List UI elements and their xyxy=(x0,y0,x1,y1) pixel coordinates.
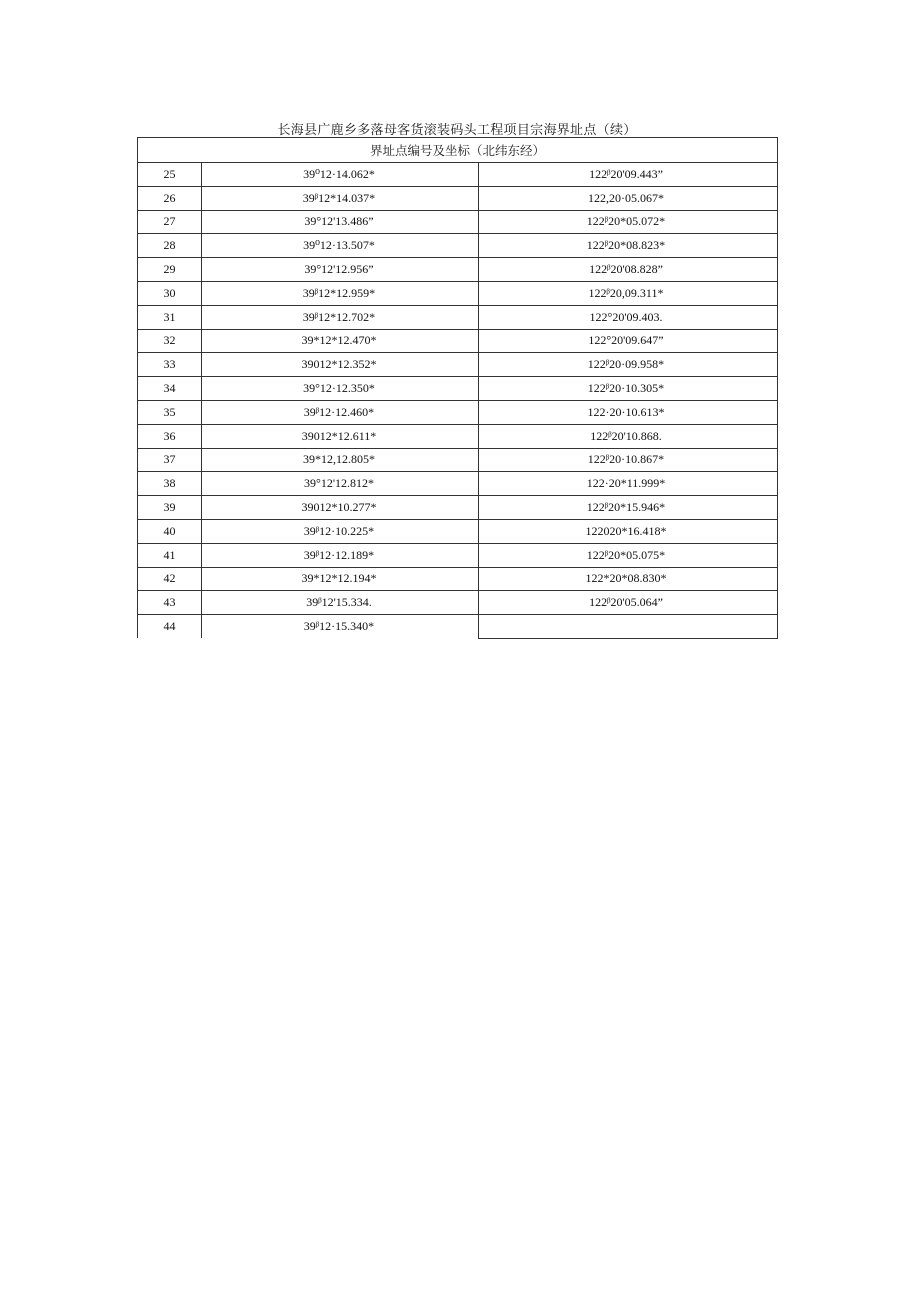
table-row xyxy=(138,329,778,353)
latitude-cell xyxy=(202,424,479,448)
longitude-cell xyxy=(479,163,778,187)
latitude-cell xyxy=(202,353,479,377)
latitude-cell xyxy=(202,234,479,258)
table-row xyxy=(138,210,778,234)
longitude-cell xyxy=(479,234,778,258)
latitude-value: 39⁰12·13.507* xyxy=(303,238,375,253)
longitude-value: 122*20*08.830* xyxy=(585,571,667,586)
table-row xyxy=(138,567,778,591)
table-row xyxy=(138,377,778,401)
point-number: 34 xyxy=(138,377,202,401)
longitude-value: 122,20·05.067* xyxy=(588,190,664,205)
point-number: 32 xyxy=(138,329,202,353)
table-row xyxy=(138,591,778,615)
longitude-value: 122°20'09.403. xyxy=(589,309,663,324)
point-number: 40 xyxy=(138,519,202,543)
latitude-value: 39*12*12.470* xyxy=(301,333,377,348)
table-row xyxy=(138,496,778,520)
table-row xyxy=(138,258,778,282)
latitude-value: 39012*10.277* xyxy=(301,500,377,515)
point-number: 33 xyxy=(138,353,202,377)
point-number: 35 xyxy=(138,400,202,424)
longitude-cell xyxy=(479,186,778,210)
table-body xyxy=(138,163,778,639)
longitude-cell xyxy=(479,281,778,305)
table-row xyxy=(138,543,778,567)
longitude-cell xyxy=(479,305,778,329)
table-row xyxy=(138,615,778,639)
latitude-cell xyxy=(202,377,479,401)
table-title: 长海县广鹿乡多落母客货滚装码头工程项目宗海界址点（续） xyxy=(277,123,637,138)
longitude-value: 122ᵝ20'10.868. xyxy=(590,428,662,443)
longitude-value: 122ᵝ20'05.064” xyxy=(589,595,663,610)
longitude-value: 122ᵝ20*15.946* xyxy=(586,500,666,515)
longitude-cell xyxy=(479,258,778,282)
latitude-cell xyxy=(202,210,479,234)
longitude-value: 122020*16.418* xyxy=(585,523,667,538)
latitude-value: 39ᵝ12·12.189* xyxy=(303,547,375,562)
latitude-cell xyxy=(202,329,479,353)
point-number: 37 xyxy=(138,448,202,472)
latitude-value: 39ᵝ12*12.959* xyxy=(302,285,376,300)
longitude-cell xyxy=(479,377,778,401)
latitude-cell xyxy=(202,305,479,329)
table-row xyxy=(138,448,778,472)
latitude-value: 39ᵝ12·15.340* xyxy=(303,619,375,634)
longitude-value: 122ᵝ20*05.075* xyxy=(586,547,666,562)
point-number: 43 xyxy=(138,591,202,615)
longitude-value: 122ᵝ20*08.823* xyxy=(586,238,666,253)
latitude-cell xyxy=(202,186,479,210)
longitude-value: 122ᵝ20·10.867* xyxy=(587,452,665,467)
longitude-cell xyxy=(479,591,778,615)
table-row xyxy=(138,234,778,258)
point-number: 30 xyxy=(138,281,202,305)
table-row xyxy=(138,163,778,187)
longitude-value: 122·20*11.999* xyxy=(586,476,666,491)
longitude-cell xyxy=(479,210,778,234)
point-number: 39 xyxy=(138,496,202,520)
table-row xyxy=(138,186,778,210)
longitude-cell xyxy=(479,472,778,496)
latitude-value: 39ᵝ12*14.037* xyxy=(302,190,376,205)
table-row xyxy=(138,281,778,305)
latitude-value: 39*12,12.805* xyxy=(303,452,375,467)
latitude-cell xyxy=(202,472,479,496)
latitude-cell xyxy=(202,163,479,187)
point-number: 42 xyxy=(138,567,202,591)
latitude-value: 39°12·12.350* xyxy=(303,381,375,396)
point-number: 27 xyxy=(138,210,202,234)
latitude-value: 39ᵝ12'15.334. xyxy=(306,595,372,610)
longitude-cell xyxy=(479,448,778,472)
latitude-cell xyxy=(202,448,479,472)
latitude-cell xyxy=(202,519,479,543)
point-number: 26 xyxy=(138,186,202,210)
latitude-cell xyxy=(202,615,479,639)
point-number: 29 xyxy=(138,258,202,282)
longitude-cell xyxy=(479,424,778,448)
point-number: 36 xyxy=(138,424,202,448)
table-header: 界址点编号及坐标（北纬东经） xyxy=(138,138,778,163)
latitude-cell xyxy=(202,496,479,520)
boundary-points-table xyxy=(137,137,778,639)
longitude-cell xyxy=(479,329,778,353)
latitude-value: 39012*12.352* xyxy=(301,357,377,372)
longitude-cell xyxy=(479,543,778,567)
point-number: 41 xyxy=(138,543,202,567)
longitude-value: 122°20'09.647” xyxy=(588,333,664,348)
longitude-value: 122ᵝ20·09.958* xyxy=(587,357,665,372)
point-number: 38 xyxy=(138,472,202,496)
point-number: 25 xyxy=(138,163,202,187)
longitude-cell xyxy=(479,615,778,639)
longitude-cell xyxy=(479,567,778,591)
longitude-cell xyxy=(479,519,778,543)
latitude-value: 39°12'13.486” xyxy=(304,214,374,229)
longitude-value: 122·20·10.613* xyxy=(587,404,665,419)
latitude-value: 39°12'12.956” xyxy=(304,262,374,277)
latitude-cell xyxy=(202,281,479,305)
latitude-value: 39ᵝ12·10.225* xyxy=(303,523,375,538)
table-row xyxy=(138,400,778,424)
longitude-value: 122ᵝ20*05.072* xyxy=(586,214,666,229)
latitude-value: 39012*12.611* xyxy=(301,428,377,443)
longitude-cell xyxy=(479,400,778,424)
latitude-value: 39*12*12.194* xyxy=(301,571,377,586)
point-number: 28 xyxy=(138,234,202,258)
latitude-cell xyxy=(202,543,479,567)
table-row xyxy=(138,519,778,543)
latitude-cell xyxy=(202,591,479,615)
table-row xyxy=(138,472,778,496)
longitude-value: 122ᵝ20'08.828” xyxy=(589,262,663,277)
point-number: 44 xyxy=(138,615,202,639)
latitude-cell xyxy=(202,400,479,424)
longitude-cell xyxy=(479,496,778,520)
longitude-value: 122ᵝ20'09.443” xyxy=(589,166,663,181)
point-number: 31 xyxy=(138,305,202,329)
longitude-value: 122ᵝ20,09.311* xyxy=(588,285,664,300)
table-row xyxy=(138,424,778,448)
latitude-value: 39ᵝ12*12.702* xyxy=(302,309,376,324)
latitude-value: 39°12'12.812* xyxy=(304,476,374,491)
latitude-value: 39⁰12·14.062* xyxy=(303,166,375,181)
latitude-cell xyxy=(202,258,479,282)
table-row xyxy=(138,353,778,377)
longitude-value: 122ᵝ20·10.305* xyxy=(587,381,665,396)
table-row xyxy=(138,305,778,329)
longitude-cell xyxy=(479,353,778,377)
latitude-cell xyxy=(202,567,479,591)
latitude-value: 39ᵝ12·12.460* xyxy=(303,404,375,419)
